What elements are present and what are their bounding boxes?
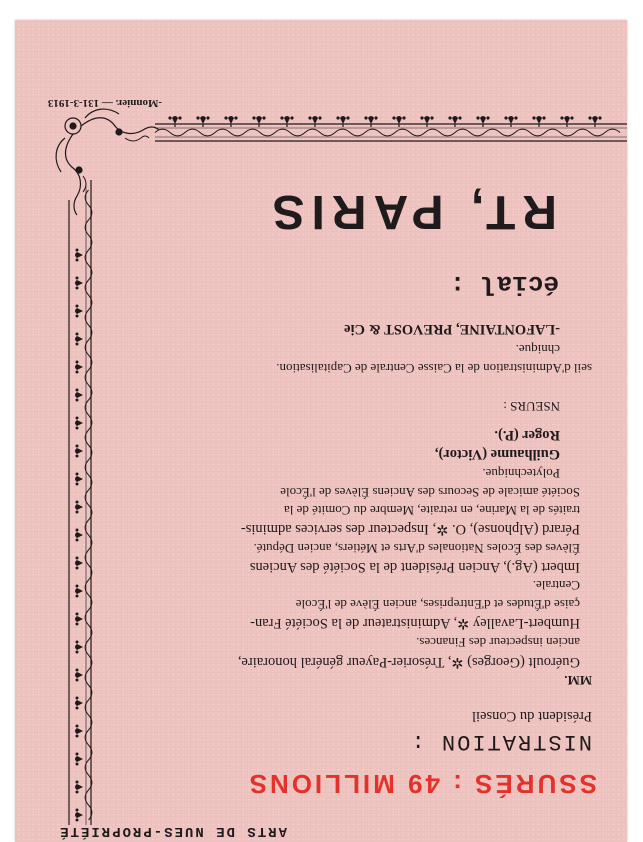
president-line: Président du Conseil [471, 708, 592, 724]
centrale-line: Centrale. [532, 578, 580, 593]
administration-heading: NISTRATION : [409, 729, 592, 754]
inspecteur-line: ancien inspecteur des Finances. [416, 635, 580, 650]
subheading: écial : [449, 269, 559, 299]
imbert-line: Imbert (Ag.), Ancien Président de la Société des Anciens [249, 559, 580, 575]
guilhaume-line: Guilhaume (Victor), [434, 446, 560, 462]
directors-line: -LAFONTAINE, PREVOST & Cie [344, 321, 560, 337]
heading-paris: RT, PARIS [265, 185, 557, 238]
censeurs-heading: NSEURS : [503, 399, 560, 414]
council-line: seil d'Administration de la Caisse Centrale de Capitalisation. [276, 361, 592, 376]
inverted-text-block [15, 20, 627, 842]
caise-line: çaise d'Études et d'Entreprises, ancien Élève de l'École [295, 597, 580, 612]
cut-off-line: ARTS DE NUES-PROPRIÉTÉ [58, 823, 287, 839]
assures-line: SSURÉS : 49 MILLIONS [246, 769, 597, 799]
printer-line: -Monnier. — 131-3-1913 [47, 97, 162, 109]
gueroult-line: Guéroult (Georges) ✲, Trésorier-Payeur général honoraire, [237, 654, 580, 670]
perard-line: Pérard (Alphonse), O. ✲, Inspecteur des services adminis- [240, 521, 580, 537]
humbert-line: Humbert-Lavalley ✲, Administrateur de la Société Fran- [250, 615, 580, 631]
mm-line: MM. [564, 673, 592, 688]
document-sheet [15, 20, 627, 842]
technique-line: chnique. [515, 342, 560, 357]
roger-line: Roger (P.). [494, 427, 560, 443]
polytechnique-line: Polytechnique. [482, 466, 560, 481]
eleves-line: Élèves des Écoles Nationales d'Arts et Métiers, ancien Député. [253, 541, 580, 556]
traites-line: traités de la Marine, en retraite, Membre du Comité de la [284, 503, 580, 518]
societe-line: Société amicale de Secours des Anciens Élèves de l'École [280, 485, 580, 500]
